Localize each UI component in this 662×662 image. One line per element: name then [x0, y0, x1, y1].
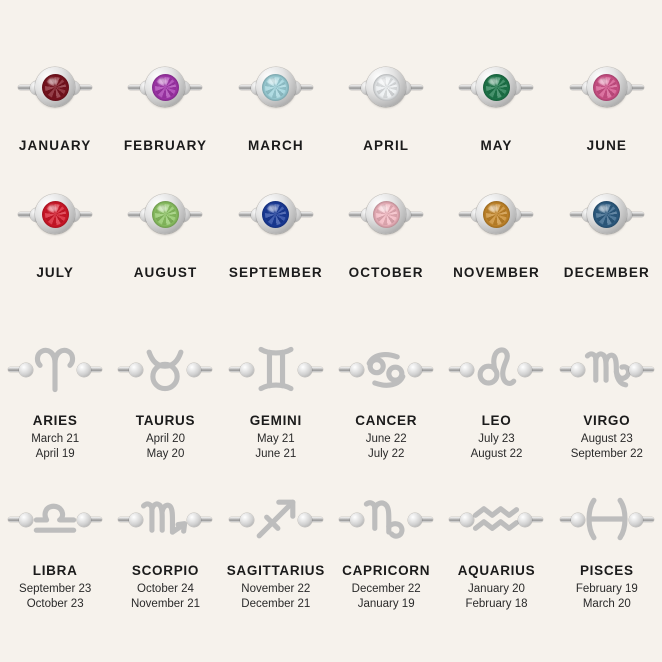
charm-jump-ring-left	[460, 363, 474, 377]
leo-glyph	[466, 339, 526, 399]
taurus-glyph	[135, 339, 195, 399]
gemstone	[483, 201, 510, 228]
zodiac-date-start: July 23	[478, 433, 515, 445]
charm-jump-ring-right	[629, 513, 643, 527]
zodiac-name: PISCES	[579, 563, 634, 578]
capricorn-glyph	[356, 489, 416, 549]
gemstone	[483, 74, 510, 101]
zodiac-date-start: October 24	[137, 583, 194, 595]
month-label: JANUARY	[18, 138, 92, 153]
pisces-glyph	[577, 489, 637, 549]
zodiac-name: CANCER	[355, 413, 418, 428]
zodiac-dates	[131, 582, 200, 612]
zodiac-name: LEO	[481, 413, 512, 428]
zodiac-name: TAURUS	[135, 413, 196, 428]
gemstone	[593, 201, 620, 228]
zodiac-date-start: September 23	[19, 583, 92, 595]
zodiac-date-end: October 23	[26, 598, 84, 610]
month-label: JUNE	[586, 138, 628, 153]
zodiac-date-end: March 20	[582, 598, 631, 610]
zodiac-date-start: April 20	[145, 433, 185, 445]
zodiac-item-aquarius[interactable]	[441, 482, 551, 612]
zodiac-item-gemini[interactable]	[221, 332, 331, 462]
zodiac-name: VIRGO	[583, 413, 631, 428]
zodiac-charm	[336, 332, 436, 406]
aries-glyph	[25, 339, 85, 399]
birthstone-ring-charm	[560, 56, 654, 118]
charm-bezel	[145, 67, 185, 107]
birthstone-item-may[interactable]	[441, 56, 551, 153]
birthstone-ring-charm	[8, 56, 102, 118]
month-label: OCTOBER	[348, 265, 424, 280]
charm-jump-ring-right	[629, 363, 643, 377]
zodiac-date-end: July 22	[367, 448, 405, 460]
zodiac-charm	[557, 482, 657, 556]
birthstone-row	[0, 183, 662, 280]
charm-bezel	[476, 67, 516, 107]
zodiac-dates	[31, 432, 79, 462]
zodiac-name: SAGITTARIUS	[226, 563, 325, 578]
charm-jump-ring-left	[240, 363, 254, 377]
virgo-glyph	[577, 339, 637, 399]
zodiac-dates	[241, 582, 310, 612]
charm-jump-ring-left	[240, 513, 254, 527]
zodiac-item-taurus[interactable]	[110, 332, 220, 462]
charm-jump-ring-right	[518, 363, 532, 377]
zodiac-dates	[19, 582, 91, 612]
charm-jump-ring-left	[571, 363, 585, 377]
zodiac-item-sagittarius[interactable]	[221, 482, 331, 612]
gemstone	[42, 201, 69, 228]
birthstone-ring-charm	[118, 183, 212, 245]
zodiac-dates	[576, 582, 638, 612]
month-label: DECEMBER	[563, 265, 650, 280]
birthstone-item-march[interactable]	[221, 56, 331, 153]
zodiac-name: SCORPIO	[131, 563, 200, 578]
birthstone-item-february[interactable]	[110, 56, 220, 153]
charm-jump-ring-left	[19, 513, 33, 527]
charm-jump-ring-right	[408, 363, 422, 377]
charm-bezel	[256, 194, 296, 234]
zodiac-date-start: December 22	[351, 583, 421, 595]
charm-jump-ring-right	[518, 513, 532, 527]
birthstone-item-august[interactable]	[110, 183, 220, 280]
zodiac-item-capricorn[interactable]	[331, 482, 441, 612]
charm-bezel	[587, 194, 627, 234]
zodiac-item-leo[interactable]	[441, 332, 551, 462]
zodiac-date-end: September 22	[570, 448, 643, 460]
zodiac-dates	[146, 432, 185, 462]
birthstone-item-july[interactable]	[0, 183, 110, 280]
zodiac-date-end: May 20	[146, 448, 185, 460]
zodiac-date-end: June 21	[255, 448, 297, 460]
gemstone	[152, 201, 179, 228]
zodiac-charm	[557, 332, 657, 406]
zodiac-date-end: February 18	[465, 598, 528, 610]
zodiac-charm	[5, 332, 105, 406]
gemstone	[152, 74, 179, 101]
birthstone-ring-charm	[449, 183, 543, 245]
zodiac-dates	[471, 432, 523, 462]
zodiac-dates	[465, 582, 527, 612]
charm-jump-ring-right	[187, 513, 201, 527]
charm-bezel	[35, 67, 75, 107]
month-label: MAY	[480, 138, 513, 153]
charm-bezel	[587, 67, 627, 107]
birthstone-item-june[interactable]	[552, 56, 662, 153]
zodiac-dates	[352, 582, 421, 612]
aquarius-glyph	[466, 489, 526, 549]
month-label: NOVEMBER	[453, 265, 540, 280]
zodiac-item-cancer[interactable]	[331, 332, 441, 462]
zodiac-name: ARIES	[32, 413, 78, 428]
gemstone	[593, 74, 620, 101]
zodiac-charm	[226, 482, 326, 556]
gemstone	[373, 201, 400, 228]
birthstone-item-november[interactable]	[441, 183, 551, 280]
zodiac-row	[0, 332, 662, 462]
birthstone-ring-charm	[560, 183, 654, 245]
zodiac-charm	[115, 332, 215, 406]
charm-jump-ring-left	[350, 513, 364, 527]
birthstone-item-october[interactable]	[331, 183, 441, 280]
charm-jump-ring-right	[77, 363, 91, 377]
birthstone-ring-charm	[8, 183, 102, 245]
zodiac-item-aries[interactable]	[0, 332, 110, 462]
gemstone	[42, 74, 69, 101]
charm-bezel	[35, 194, 75, 234]
birthstone-item-september[interactable]	[221, 183, 331, 280]
birthstone-ring-charm	[229, 56, 323, 118]
zodiac-name: LIBRA	[32, 563, 78, 578]
charm-jump-ring-left	[460, 513, 474, 527]
zodiac-charm	[115, 482, 215, 556]
charm-jump-ring-right	[408, 513, 422, 527]
zodiac-date-end: August 22	[470, 448, 523, 460]
charm-bezel	[256, 67, 296, 107]
charm-jump-ring-right	[298, 513, 312, 527]
month-label: FEBRUARY	[123, 138, 208, 153]
birthstone-item-january[interactable]	[0, 56, 110, 153]
charm-jump-ring-right	[298, 363, 312, 377]
charm-bezel	[145, 194, 185, 234]
sagittarius-glyph	[246, 489, 306, 549]
charm-jump-ring-left	[129, 363, 143, 377]
month-label: SEPTEMBER	[228, 265, 323, 280]
charm-jump-ring-right	[77, 513, 91, 527]
birthstone-ring-charm	[229, 183, 323, 245]
zodiac-charm	[446, 482, 546, 556]
charm-jump-ring-left	[129, 513, 143, 527]
charm-jump-ring-left	[350, 363, 364, 377]
birthstone-ring-charm	[339, 56, 433, 118]
gemini-glyph	[246, 339, 306, 399]
gemstone	[373, 74, 400, 101]
birthstone-ring-charm	[339, 183, 433, 245]
charm-jump-ring-right	[187, 363, 201, 377]
zodiac-dates	[366, 432, 407, 462]
zodiac-date-end: January 19	[357, 598, 415, 610]
cancer-glyph	[356, 339, 416, 399]
charm-bezel	[366, 67, 406, 107]
zodiac-item-pisces[interactable]	[552, 482, 662, 612]
charm-jump-ring-left	[571, 513, 585, 527]
zodiac-charm	[226, 332, 326, 406]
zodiac-date-end: December 21	[241, 598, 311, 610]
birthstone-ring-charm	[449, 56, 543, 118]
zodiac-date-start: June 22	[365, 433, 407, 445]
zodiac-charm	[446, 332, 546, 406]
zodiac-name: AQUARIUS	[457, 563, 536, 578]
birthstone-item-april[interactable]	[331, 56, 441, 153]
zodiac-charm	[5, 482, 105, 556]
charm-jump-ring-left	[19, 363, 33, 377]
zodiac-charm	[336, 482, 436, 556]
zodiac-item-scorpio[interactable]	[110, 482, 220, 612]
libra-glyph	[25, 489, 85, 549]
charm-bezel	[476, 194, 516, 234]
zodiac-name: GEMINI	[249, 413, 302, 428]
zodiac-dates	[571, 432, 643, 462]
birthstone-section	[0, 0, 662, 280]
month-label: APRIL	[363, 138, 410, 153]
zodiac-section	[0, 310, 662, 612]
month-label: JULY	[36, 265, 74, 280]
zodiac-date-start: August 23	[580, 433, 633, 445]
gemstone	[262, 201, 289, 228]
birthstone-row	[0, 56, 662, 153]
zodiac-date-start: February 19	[575, 583, 638, 595]
month-label: MARCH	[247, 138, 304, 153]
month-label: AUGUST	[133, 265, 198, 280]
zodiac-item-libra[interactable]	[0, 482, 110, 612]
zodiac-item-virgo[interactable]	[552, 332, 662, 462]
birthstone-ring-charm	[118, 56, 212, 118]
birthstone-item-december[interactable]	[552, 183, 662, 280]
gemstone	[262, 74, 289, 101]
scorpio-glyph	[135, 489, 195, 549]
zodiac-row	[0, 482, 662, 612]
zodiac-date-end: April 19	[35, 448, 75, 460]
zodiac-date-start: March 21	[31, 433, 80, 445]
zodiac-dates	[255, 432, 296, 462]
zodiac-date-end: November 21	[130, 598, 201, 610]
zodiac-date-start: May 21	[256, 433, 295, 445]
zodiac-date-start: January 20	[468, 583, 525, 595]
charm-bezel	[366, 194, 406, 234]
zodiac-date-start: November 22	[241, 583, 311, 595]
zodiac-name: CAPRICORN	[342, 563, 431, 578]
